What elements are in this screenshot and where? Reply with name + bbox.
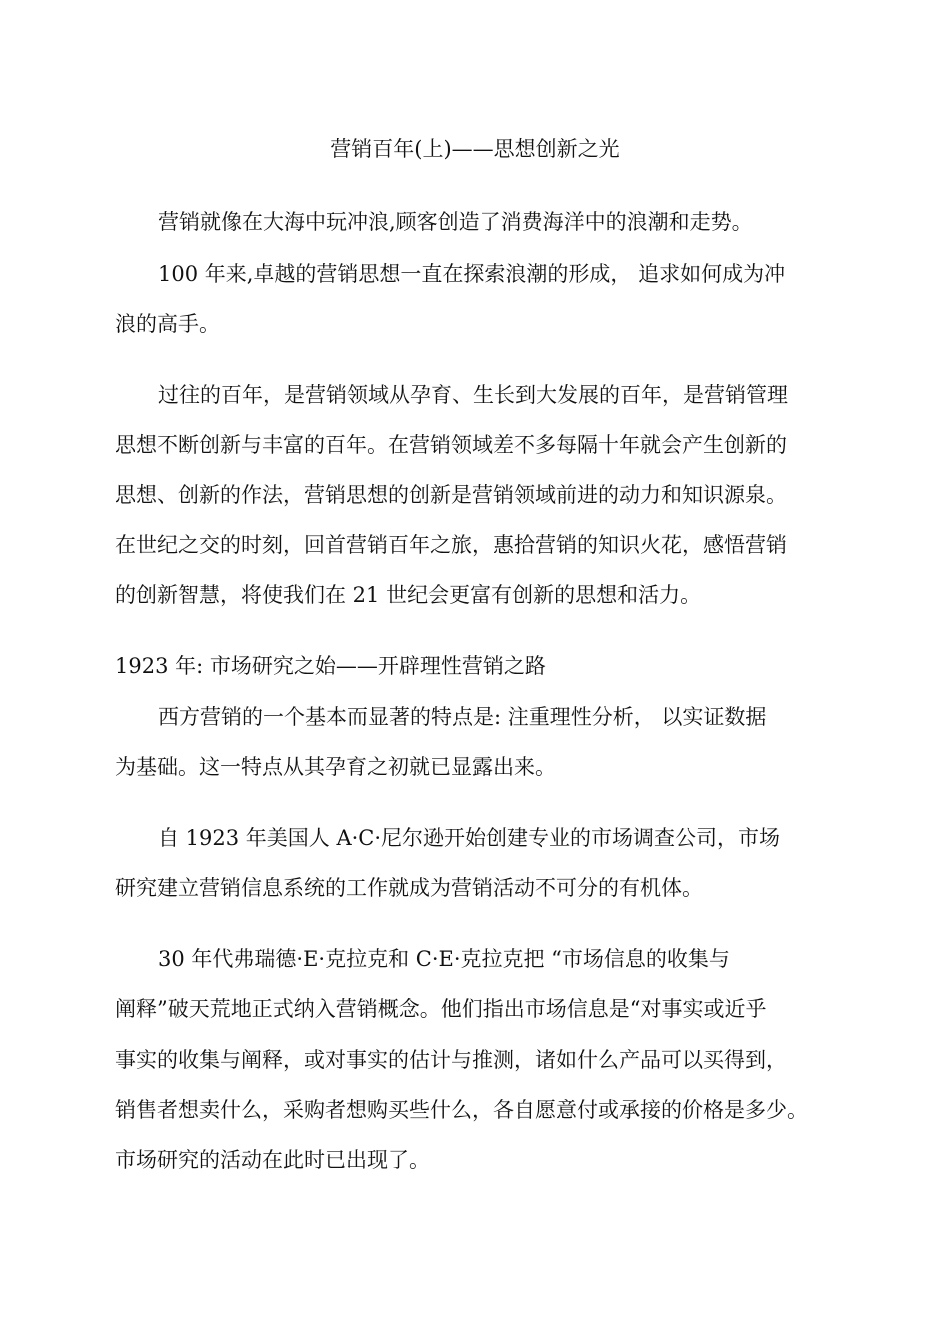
paragraph-line: 在世纪之交的时刻，回首营销百年之旅，惠拾营销的知识火花，感悟营销	[115, 533, 787, 557]
paragraph-line: 销售者想卖什么，采购者想购买些什么，各自愿意付或承接的价格是多少。	[115, 1098, 808, 1122]
paragraph-line: 思想、创新的作法，营销思想的创新是营销领域前进的动力和知识源泉。	[115, 483, 787, 507]
paragraph-line: 为基础。这一特点从其孕育之初就已显露出来。	[115, 755, 556, 779]
paragraph-line: 营销就像在大海中玩冲浪,顾客创造了消费海洋中的浪潮和走势。	[158, 210, 753, 234]
paragraph-line: 研究建立营销信息系统的工作就成为营销活动不可分的有机体。	[115, 876, 703, 900]
paragraph-line: 过往的百年，是营销领域从孕育、生长到大发展的百年，是营销管理	[158, 383, 788, 407]
section-heading: 1923 年: 市场研究之始——开辟理性营销之路	[115, 654, 546, 678]
paragraph-line: 的创新智慧，将使我们在 21 世纪会更富有创新的思想和活力。	[115, 583, 702, 607]
paragraph-line: 浪的高手。	[115, 312, 220, 336]
paragraph-line: 思想不断创新与丰富的百年。在营销领域差不多每隔十年就会产生创新的	[115, 433, 787, 457]
paragraph-line: 事实的收集与阐释，或对事实的估计与推测，诸如什么产品可以买得到，	[115, 1048, 787, 1072]
paragraph-line: 100 年来,卓越的营销思想一直在探索浪潮的形成， 追求如何成为冲	[158, 262, 786, 286]
paragraph-line: 市场研究的活动在此时已出现了。	[115, 1148, 430, 1172]
paragraph-line: 西方营销的一个基本而显著的特点是: 注重理性分析， 以实证数据	[158, 705, 767, 729]
document-title: 营销百年(上)——思想创新之光	[330, 137, 620, 161]
paragraph-line: 30 年代弗瑞德·E·克拉克和 C·E·克拉克把 “市场信息的收集与	[158, 947, 730, 971]
paragraph-line: 阐释”破天荒地正式纳入营销概念。他们指出市场信息是“对事实或近乎	[115, 997, 767, 1021]
paragraph-line: 自 1923 年美国人 A·C·尼尔逊开始创建专业的市场调查公司，市场	[158, 826, 781, 850]
